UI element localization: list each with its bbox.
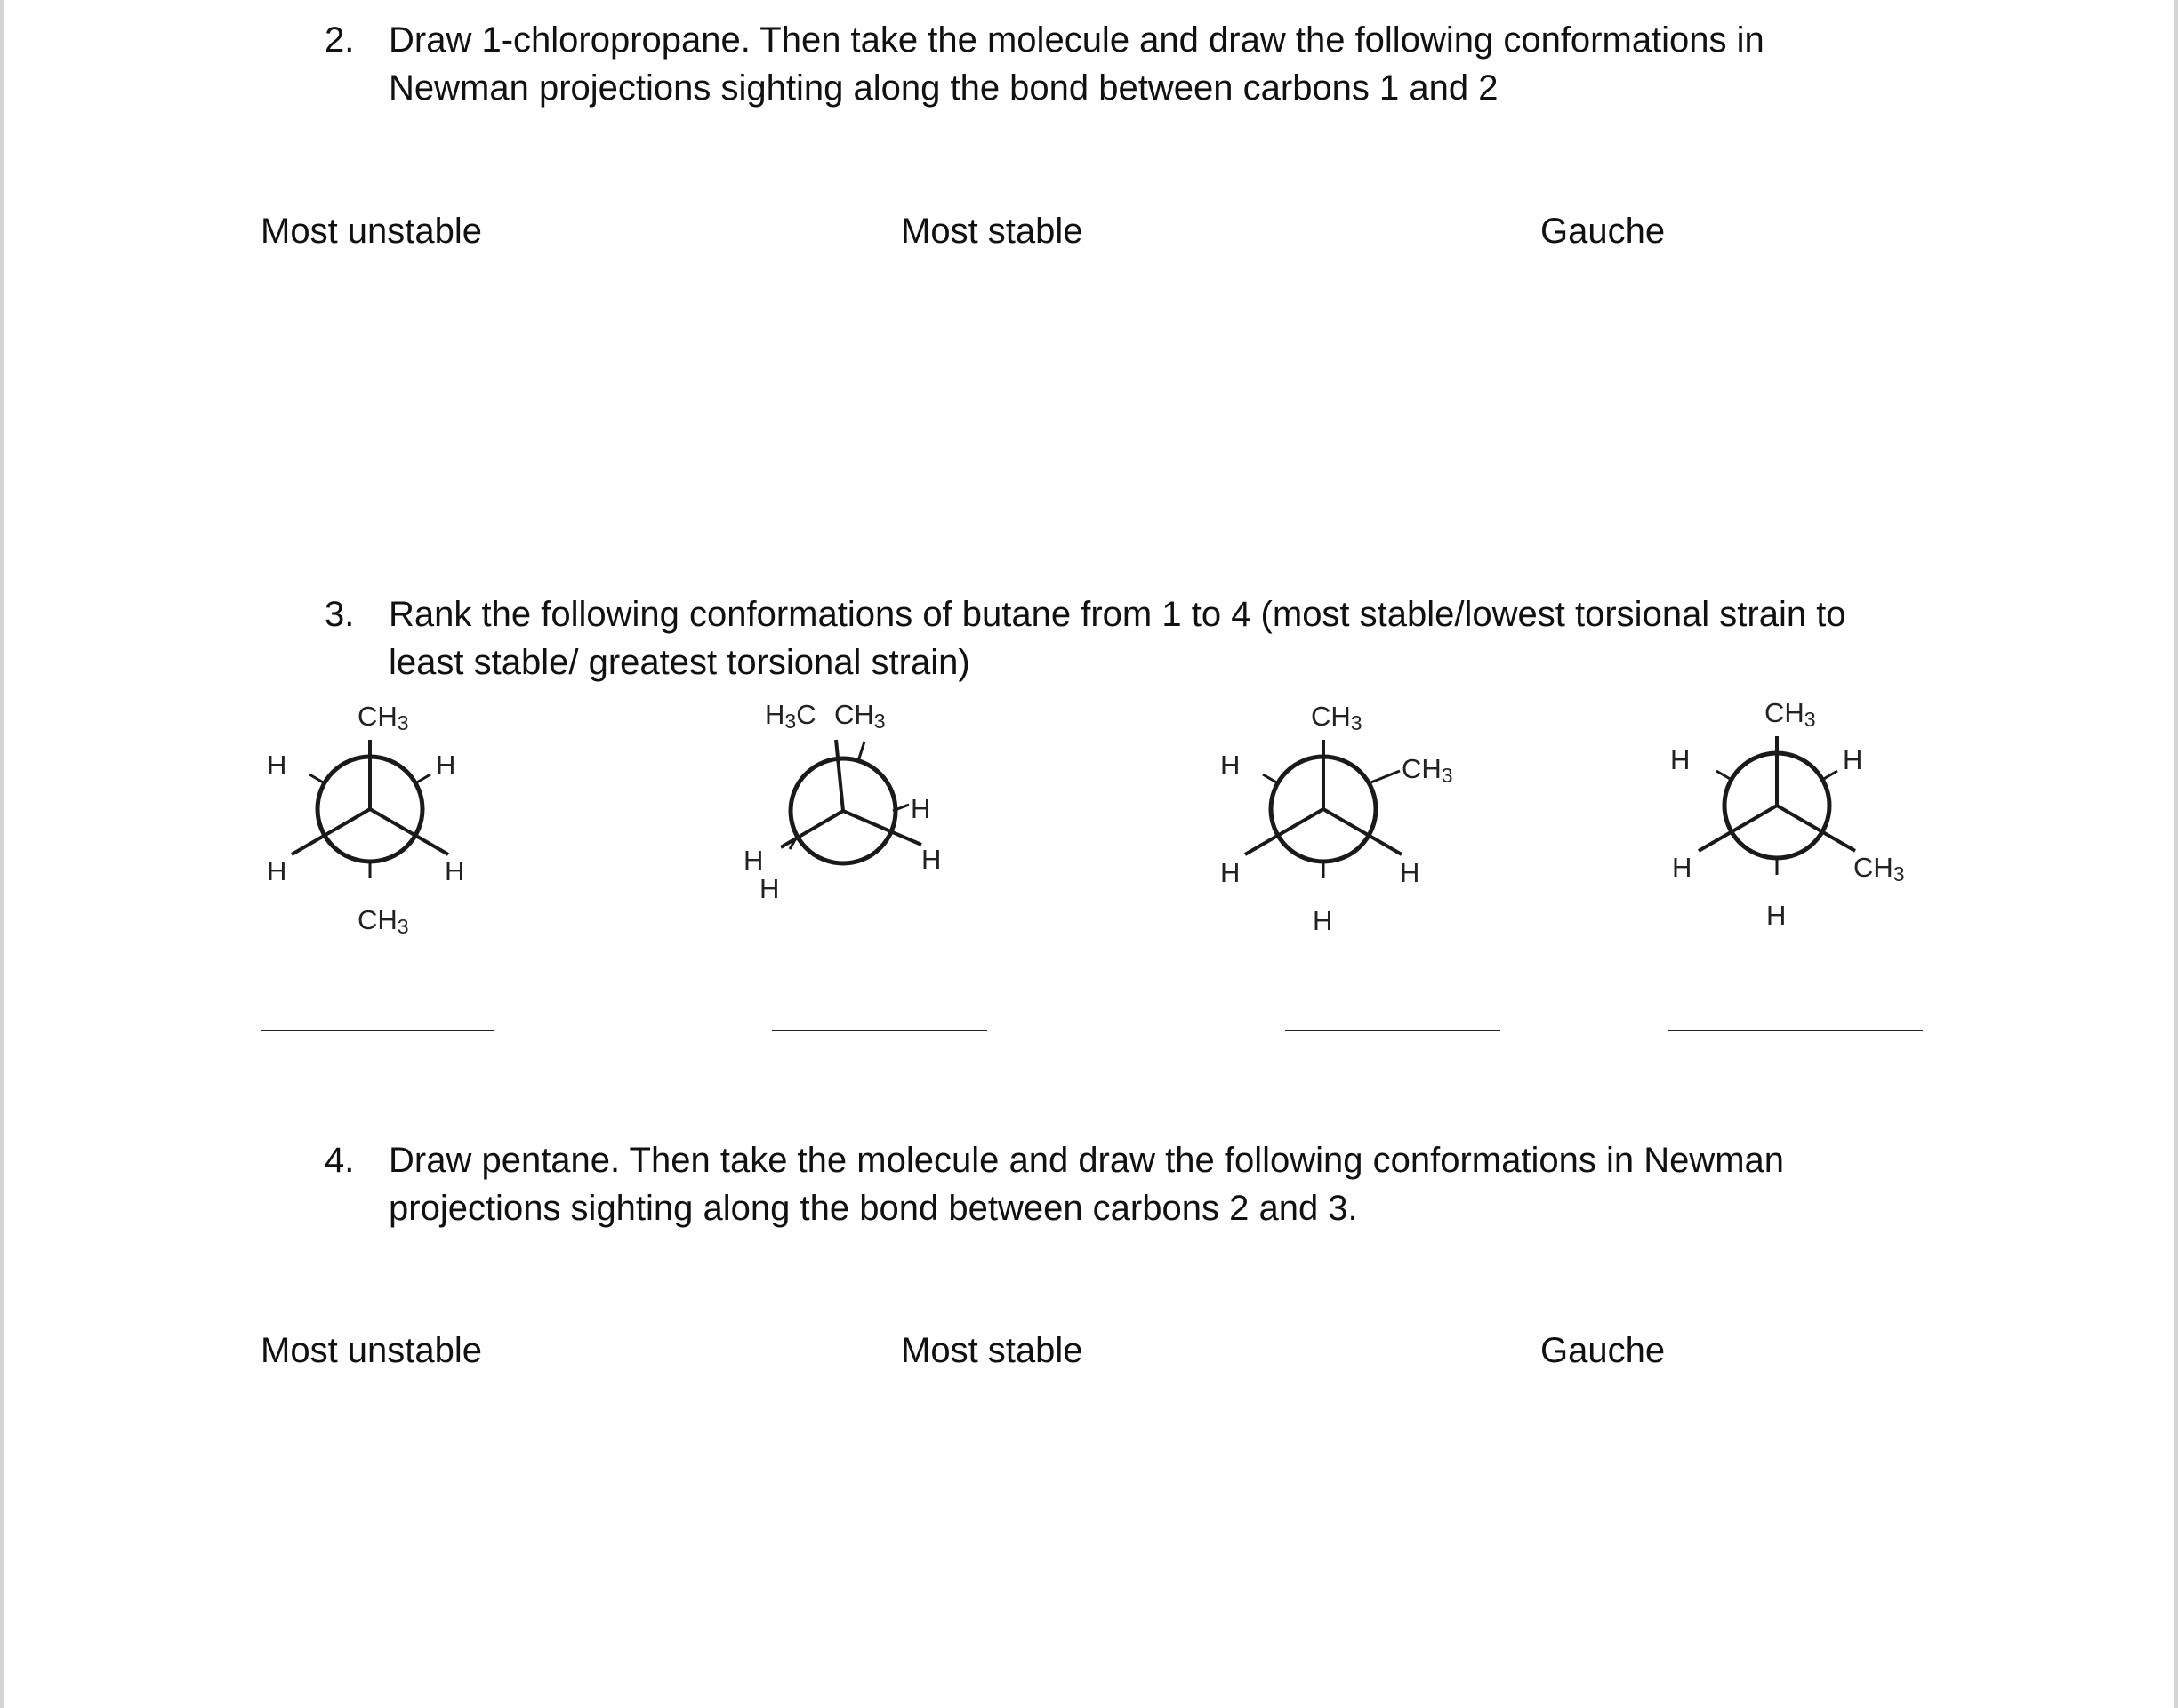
question-2-line-1: Draw 1-chloropropane. Then take the molecule and draw the following conformations in xyxy=(389,20,1764,60)
newman-projection-3 xyxy=(1210,685,1503,951)
p2-front-right-h: H xyxy=(921,844,942,875)
page-right-border xyxy=(2174,0,2178,1708)
p4-front-top-ch3: CH3 xyxy=(1764,697,1816,731)
question-3-line-2: least stable/ greatest torsional strain) xyxy=(389,643,970,682)
p2-back-right-h: H xyxy=(911,793,931,824)
p4-front-left-h: H xyxy=(1670,744,1691,775)
p1-back-top-right-h: H xyxy=(436,750,456,781)
question-3-line-1: Rank the following conformations of butane from 1 to 4 (most stable/lowest torsional strain to xyxy=(389,595,1846,634)
p2-back-top-ch3: CH3 xyxy=(834,699,886,733)
question-4-text xyxy=(389,1136,1972,1232)
newman-projection-1 xyxy=(249,685,516,951)
p3-back-left-h: H xyxy=(1220,857,1241,888)
p1-front-right-h: H xyxy=(445,855,465,886)
p4-back-top-right-h: H xyxy=(1843,744,1863,775)
q2-label-gauche: Gauche xyxy=(1540,212,1666,251)
q2-label-most-unstable: Most unstable xyxy=(261,212,483,251)
question-2 xyxy=(325,16,2014,114)
question-2-text xyxy=(389,16,1972,112)
p3-back-right-h: H xyxy=(1400,857,1420,888)
question-4 xyxy=(325,1136,2014,1234)
rank-blank-3[interactable] xyxy=(1285,1030,1500,1031)
p3-front-bottom-h: H xyxy=(1313,905,1333,936)
rank-blank-2[interactable] xyxy=(772,1030,987,1031)
q4-label-gauche: Gauche xyxy=(1540,1331,1666,1370)
p4-front-bottom-h: H xyxy=(1766,900,1787,931)
question-2-line-2: Newman projections sighting along the bond between carbons 1 and 2 xyxy=(389,68,1499,108)
q4-label-most-unstable: Most unstable xyxy=(261,1331,483,1370)
rank-blank-1[interactable] xyxy=(261,1030,494,1031)
p1-back-left-h: H xyxy=(267,855,287,886)
newman-projection-2-svg xyxy=(711,685,1005,951)
question-3-text xyxy=(389,590,1972,686)
p2-back-left-h: H xyxy=(743,845,764,876)
p4-back-left-h: H xyxy=(1672,852,1692,883)
newman-projection-1-svg xyxy=(249,685,516,951)
p3-front-top-ch3: CH3 xyxy=(1311,701,1362,734)
newman-projection-4 xyxy=(1663,685,1957,951)
page-left-border xyxy=(0,0,4,1708)
p3-front-left-h: H xyxy=(1220,750,1241,781)
p2-front-top-h3c: H3C xyxy=(765,699,816,733)
p3-back-top-right-ch3: CH3 xyxy=(1402,753,1453,787)
p1-front-top-ch3: CH3 xyxy=(358,701,409,734)
p1-front-left-h: H xyxy=(267,750,287,781)
question-3-number: 3. xyxy=(325,595,355,634)
rank-blank-4[interactable] xyxy=(1668,1030,1923,1031)
newman-projection-2 xyxy=(711,685,1005,951)
newman-projection-4-svg xyxy=(1663,685,1957,951)
newman-projection-3-svg xyxy=(1210,685,1503,951)
question-4-number: 4. xyxy=(325,1141,355,1180)
question-4-line-2: projections sighting along the bond between carbons 2 and 3. xyxy=(389,1189,1358,1228)
question-2-number: 2. xyxy=(325,20,355,60)
q4-label-most-stable: Most stable xyxy=(901,1331,1083,1370)
p2-front-bottom-left-h: H xyxy=(759,873,780,904)
q2-label-most-stable: Most stable xyxy=(901,212,1083,251)
question-4-line-1: Draw pentane. Then take the molecule and draw the following conformations in Newman xyxy=(389,1141,1785,1180)
p4-back-right-ch3: CH3 xyxy=(1853,852,1905,886)
question-3 xyxy=(325,590,2014,688)
p1-back-bottom-ch3: CH3 xyxy=(358,904,409,938)
